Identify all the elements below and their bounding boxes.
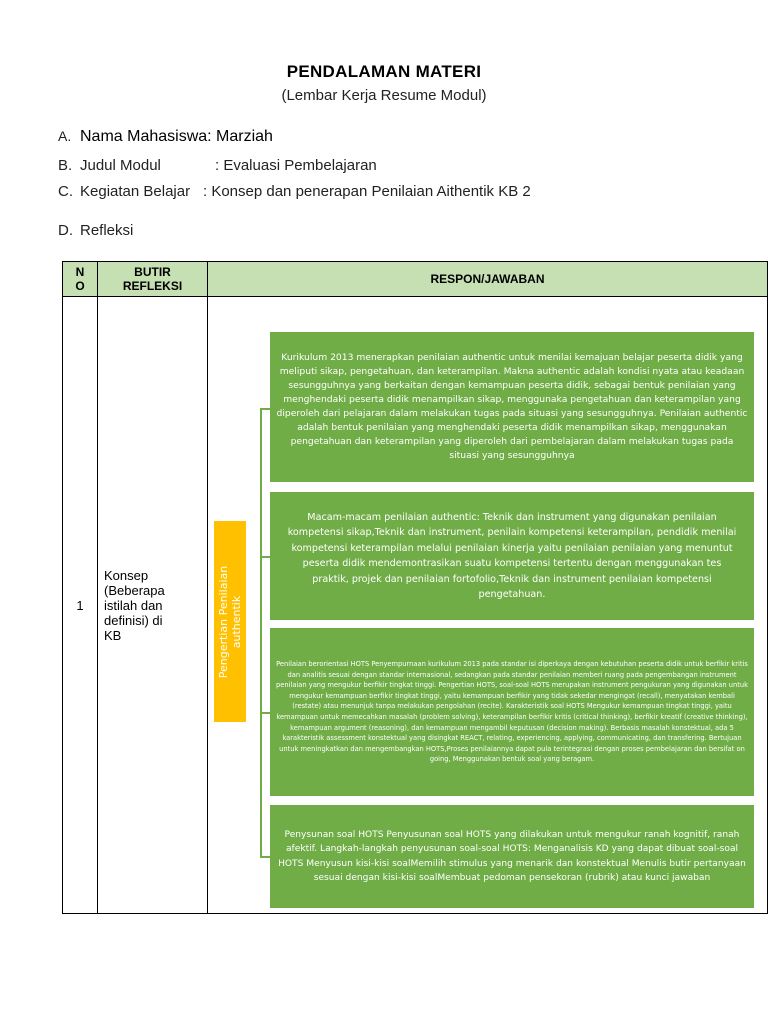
info-b-letter: B. <box>58 157 73 174</box>
connector-branch <box>260 556 270 558</box>
info-nama <box>58 128 273 146</box>
answer-text: Penysunan soal HOTS Penyusunan soal HOTS yang dilakukan untuk mengukur ranah kognitif, ranah afektif. Langkah-langkah penyusunan soal-soal HOTS: Menganalisis KD yang dapat dibuat soal-soal HOTS Menyusun kisi-kisi soalMemilih stimulus yang menarik dan konstektual Menulis butir pertanyaan sesuai dengan kisi-kisi soalMembuat pedoman pensekoran (rubrik) atau kunci jawaban <box>278 829 746 883</box>
activity-label: Kegiatan Belajar <box>80 183 191 200</box>
refleksi-label: Refleksi <box>80 222 134 239</box>
answer-text: Macam-macam penilaian authentic: Teknik dan instrument yang digunakan penilaian kompetensi sikap,Teknik dan instrument, penilain kompetensi keterampilan, pendidik menilai kompetensi keterampilan melalui penilaian kinerja yaitu penilaian penilaian yang menuntut peserta didik mendemontrasikan suatu kompetensi tertentu dengan menggunakan tes praktik, projek dan penilaian fortofolio,Teknik dan instrument penilaian kompetensi pengetahuan. <box>287 511 737 600</box>
answer-box-macam <box>270 492 754 620</box>
activity-value: : Konsep dan penerapan Penilaian Aithentik KB 2 <box>203 183 531 200</box>
butir-line: (Beberapa <box>104 582 165 598</box>
page-title: PENDALAMAN MATERI <box>286 62 482 81</box>
butir-line: Konsep <box>104 567 149 583</box>
page-subtitle: (Lembar Kerja Resume Modul) <box>281 87 487 104</box>
category-label-box <box>214 521 246 722</box>
info-kegiatan <box>58 183 678 200</box>
connector-branch <box>260 408 270 410</box>
connector-branch <box>260 712 270 714</box>
connector-line <box>260 408 262 858</box>
header-butir-line1: BUTIR <box>134 265 171 279</box>
info-refleksi <box>58 222 133 239</box>
info-a-letter: A. <box>58 128 72 144</box>
answer-box-pengertian <box>270 332 754 482</box>
row-butir <box>98 297 208 914</box>
answer-box-penyusunan <box>270 805 754 908</box>
header-no-line2: O <box>75 279 85 293</box>
student-name: Nama Mahasiswa: Marziah <box>80 128 273 145</box>
category-label <box>217 565 243 677</box>
butir-line: definisi) di <box>104 612 163 628</box>
header-butir-line2: REFLEKSI <box>122 279 183 293</box>
info-d-letter: D. <box>58 222 73 239</box>
header-no-line1: N <box>75 265 85 279</box>
category-line: authentik <box>230 595 243 648</box>
butir-line: KB <box>104 627 122 643</box>
info-judul <box>58 157 558 174</box>
answer-text: Penilaian berorientasi HOTS Penyempurnaan kurikulum 2013 pada standar isi diperkaya dengan kebutuhan peserta didik untuk berfikir kritis dan analitis sesuai dengan standar internasional, sedangkan pada standar penilaian memberi ruang pada pengembangan instrument penilaian yang mengukur berfikir tingkat tinggi. Pengertian HOTS, soal-soal HOTS merupakan instrument pengukuran yang digunakan untuk mengukur kemampuan berfikir tingkat tinggi, yaitu kemampuan berfikir yang tidak sekedar mengingat (recall), menyatakan kembali (restate) atau menunjuk tanpa melakukan pengolahan (recite). Karakteristik soal HOTS Mengukur kemampuan tingkat tinggi, yaitu kemampuan untuk memecahkan masalah (problem solving), keterampilan berfikir kritis (critical thinking), berfikir kreatif (creative thinking), kemampuan argument (reasoning), dan kemampuan mengambil keputusan (decision making). Berbasis masalah konstektual, ada 5 karakteristik assessment konstektual yang disingkat REACT, relating, experiencing, applying, communicating, dan transfering. Bertujuan untuk meningkatkan dan mengembangkan HOTS,Proses penilaiannya dapat pula terintegrasi dengan proses pembelajaran dan bersifat on going, Menggunakan bentuk soal yang beragam. <box>276 660 748 764</box>
module-label: Judul Modul <box>80 157 161 174</box>
answer-box-hots <box>270 628 754 796</box>
table-header-row <box>63 262 768 297</box>
category-line: Pengertian Penilaian <box>217 565 230 678</box>
row-number: 1 <box>63 297 98 914</box>
connector-branch <box>260 856 270 858</box>
butir-line: istilah dan <box>104 597 163 613</box>
header-respon: RESPON/JAWABAN <box>208 262 768 297</box>
module-value: : Evaluasi Pembelajaran <box>215 157 377 174</box>
header-butir <box>98 262 208 297</box>
header-no <box>63 262 98 297</box>
answer-text: Kurikulum 2013 menerapkan penilaian authentic untuk menilai kemajuan belajar peserta didik yang meliputi sikap, pengetahuan, dan keterampilan. Makna authentic adalah kondisi nyata atau keadaan sesungguhnya yang berkaitan dengan kemampuan peserta didik, sebagai bentuk penilaian yang menghendaki peserta didik menampilkan sikap, menggunaka pengetahuan dan keterampilan yang diperoleh dari pelajaran dalam melakukan tugas pada situasi yang sesungguhnya. Penilaian authentic adalah bentuk penilaian yang menghendaki peserta didik menampilkan sikap, menggunakan pengetahuan dan keterampilan yang diperoleh dari pembelajaran dalam melakukan tugas pada situasi yang sesungguhnya <box>276 352 748 461</box>
info-c-letter: C. <box>58 183 73 200</box>
